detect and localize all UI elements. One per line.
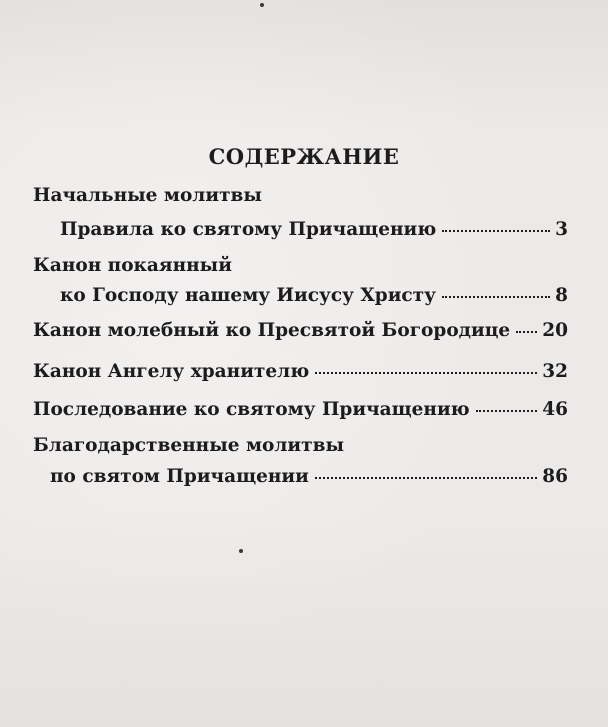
toc-entry-3-page: 20 bbox=[542, 320, 568, 341]
toc-entry-1-subtitle: Правила ко святому Причащению bbox=[60, 219, 437, 240]
toc-entry-2-page: 8 bbox=[555, 285, 568, 306]
toc-entry-5-page: 46 bbox=[542, 399, 568, 420]
toc-entry-4 bbox=[33, 360, 568, 384]
toc-entry-5 bbox=[33, 398, 568, 422]
print-speck bbox=[239, 549, 243, 553]
toc-entry-4-page: 32 bbox=[542, 361, 568, 382]
toc-entry-2 bbox=[60, 284, 568, 308]
toc-entry-1-title: Начальные молитвы bbox=[33, 185, 262, 206]
print-speck bbox=[260, 3, 264, 7]
dot-leader bbox=[315, 477, 537, 479]
toc-entry-2-subtitle: ко Господу нашему Иисусу Христу bbox=[60, 285, 436, 306]
toc-entry-2-title: Канон покаянный bbox=[33, 255, 232, 276]
dot-leader bbox=[516, 331, 537, 333]
toc-entry-6-title: Благодарственные молитвы bbox=[33, 435, 344, 456]
toc-entry-6-page: 86 bbox=[542, 466, 568, 487]
dot-leader bbox=[315, 372, 537, 374]
toc-entry-3 bbox=[33, 319, 568, 343]
dot-leader bbox=[442, 296, 550, 298]
dot-leader bbox=[476, 410, 538, 412]
toc-entry-3-title: Канон молебный ко Пресвятой Богородице bbox=[33, 320, 511, 341]
toc-entry-5-title: Последование ко святому Причащению bbox=[33, 399, 470, 420]
dot-leader bbox=[442, 230, 550, 232]
toc-entry-6-subtitle: по святом Причащении bbox=[50, 466, 309, 487]
contents-heading: СОДЕРЖАНИЕ bbox=[208, 144, 400, 169]
toc-entry-1-page: 3 bbox=[555, 219, 568, 240]
toc-entry-1 bbox=[60, 218, 568, 242]
toc-entry-6 bbox=[50, 465, 568, 489]
toc-entry-4-title: Канон Ангелу хранителю bbox=[33, 361, 310, 382]
